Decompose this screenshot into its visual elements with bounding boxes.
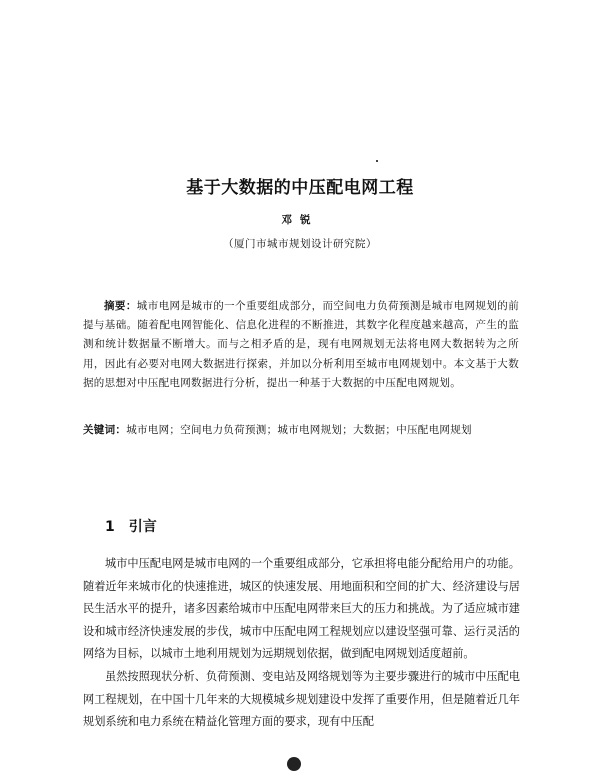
keywords-block bbox=[83, 421, 519, 440]
paper-title: 基于大数据的中压配电网工程 bbox=[186, 178, 414, 198]
author-name: 邓锐 bbox=[281, 214, 319, 226]
body-paragraph: 城市中压配电网是城市电网的一个重要组成部分，它承担将电能分配给用户的功能。随着近年来城市化的快速推进，城区的快速发展、用地面积和空间的扩大、经济建设与居民生活水平的提升，诸多因素给城市中压配电网带来巨大的压力和挑战。为了适应城市建设和城市经济快速发展的步伐，城市中压配电网工程规划应以建设坚强可靠、运行灵活的网络为目标，以城市土地利用规划为远期规划依据，做到配电网规划适度超前。 bbox=[83, 557, 520, 661]
body-paragraph: 虽然按照现状分析、负荷预测、变电站及网络规划等为主要步骤进行的城市中压配电网工程规划，在中国十几年来的大规模城乡规划建设中发挥了重要作用，但是随着近几年规划系统和电力系统在精益化管理方面的要求，现有中压配 bbox=[83, 669, 520, 729]
section-title: 引言 bbox=[128, 519, 157, 535]
scan-speck bbox=[376, 160, 378, 162]
section-heading bbox=[105, 516, 157, 536]
keywords-text: 城市电网；空间电力负荷预测；城市电网规划；大数据；中压配电网规划 bbox=[126, 424, 472, 436]
page-number-mark bbox=[287, 757, 301, 771]
author-affiliation: （厦门市城市规划设计研究院） bbox=[223, 238, 377, 250]
body-text bbox=[83, 553, 520, 734]
abstract-text: 城市电网是城市的一个重要组成部分，而空间电力负荷预测是城市电网规划的前提与基础。随着配电网智能化、信息化进程的不断推进，其数字化程度越来越高，产生的监测和统计数据量不断增大。而与之相矛盾的是，现有电网规划无法将电网大数据转为之所用，因此有必要对电网大数据进行探索，并加以分析利用至城市电网规划中。本文基于大数据的思想对中压配电网数据进行分析，提出一种基于大数据的中压配电网规划。 bbox=[83, 300, 520, 389]
abstract-block bbox=[83, 297, 519, 393]
keywords-label: 关键词： bbox=[83, 424, 127, 436]
section-number: 1 bbox=[105, 519, 115, 535]
abstract-label: 摘要： bbox=[104, 300, 137, 312]
